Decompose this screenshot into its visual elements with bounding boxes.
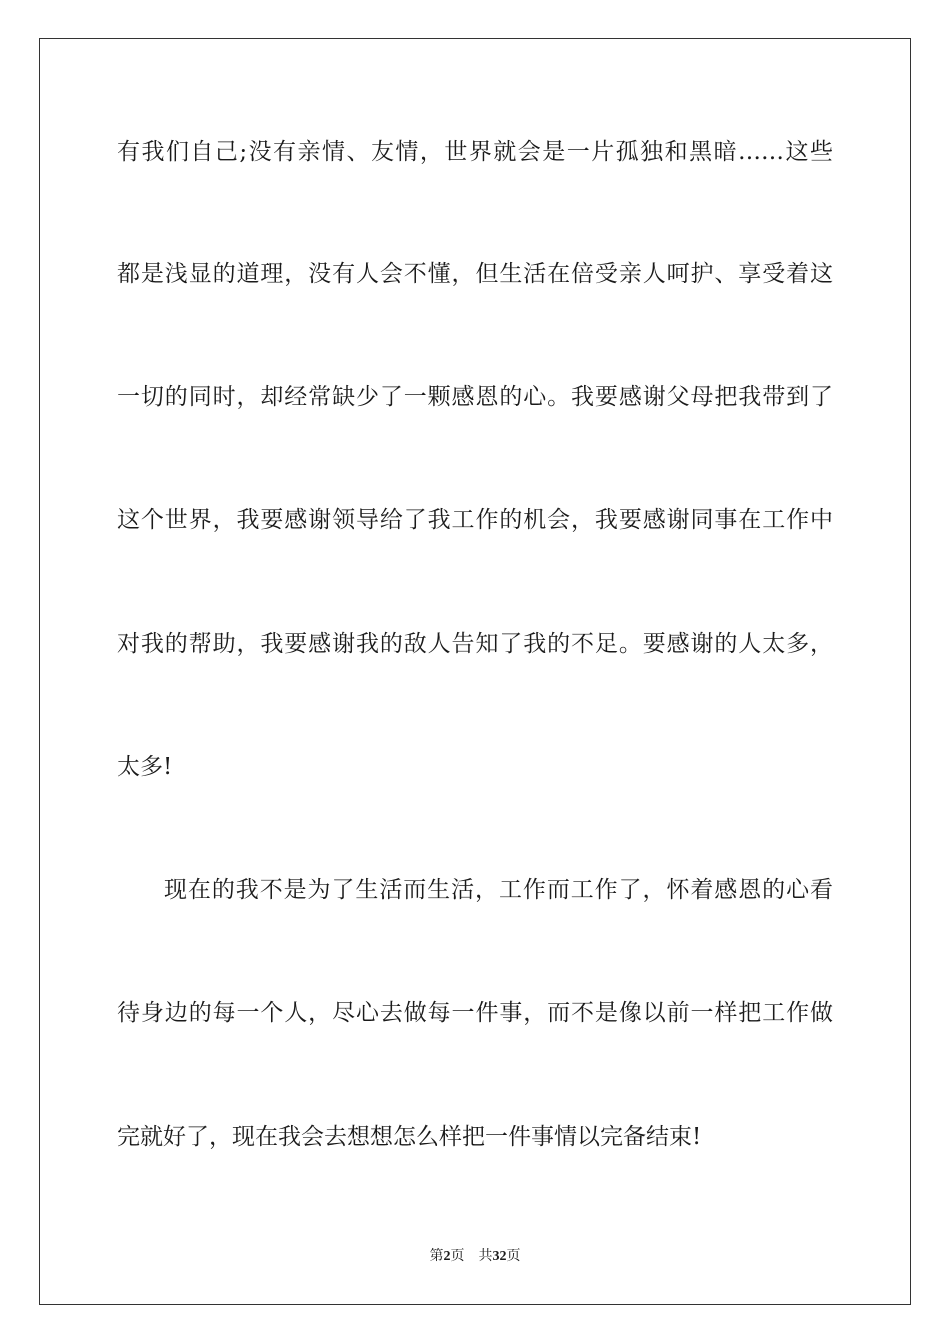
page-prefix: 第 (429, 1249, 444, 1264)
paragraph-2-line-2: 待身边的每一个人，尽心去做每一件事，而不是像以前一样把工作做 (117, 1000, 833, 1026)
total-prefix: 共 (478, 1249, 493, 1264)
paragraph-1-line-1: 有我们自己;没有亲情、友情，世界就会是一片孤独和黑暗……这些 (117, 139, 833, 165)
paragraph-1-line-5: 对我的帮助，我要感谢我的敌人告知了我的不足。要感谢的人太多， (117, 631, 833, 657)
paragraph-1-line-6: 太多! (117, 754, 173, 780)
total-pages: 32 (492, 1249, 507, 1264)
total-suffix: 页 (506, 1249, 521, 1264)
page-border (39, 38, 911, 1305)
page-number-footer (0, 1248, 950, 1266)
page-current: 2 (443, 1249, 451, 1264)
paragraph-1-line-3: 一切的同时，却经常缺少了一颗感恩的心。我要感谢父母把我带到了 (117, 384, 833, 410)
paragraph-2-line-1: 现在的我不是为了生活而生活，工作而工作了，怀着感恩的心看 (164, 877, 833, 903)
paragraph-1-line-4: 这个世界，我要感谢领导给了我工作的机会，我要感谢同事在工作中 (117, 507, 833, 533)
paragraph-2-line-3: 完就好了，现在我会去想想怎么样把一件事情以完备结束! (117, 1124, 702, 1150)
page-suffix: 页 (450, 1249, 465, 1264)
paragraph-1-line-2: 都是浅显的道理，没有人会不懂，但生活在倍受亲人呵护、享受着这 (117, 261, 833, 287)
